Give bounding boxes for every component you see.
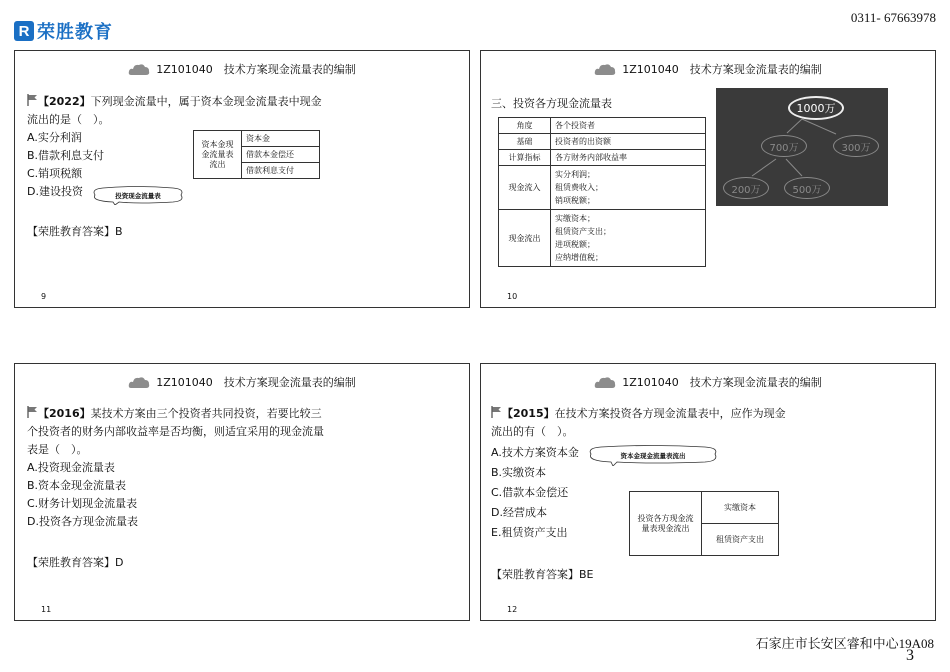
option: D.投资各方现金流量表 [27,515,138,528]
cloud-icon [128,375,150,389]
cashflow-table: 资本金现金流量表流出 资本金 借款本金偿还 借款利息支付 [193,130,320,179]
table-row: 现金流入 实分利润； 租赁费收入； 销项税额； [499,166,706,210]
option: C.财务计划现金流量表 [27,497,138,510]
option: B.借款利息支付 [27,149,105,162]
question: 【2022】下列现金流量中，属于资本金现金流量表中现金 流出的是（ ）。 A.实分利润 B.借款利息支付 C.销项税额 D.建设投资 [27,93,347,201]
question: 【2015】在技术方案投资各方现金流量表中，应作为现金 流出的有（ ）。 A.技术方案资本金 B.实缴资本 C.借款本金偿还 D.经营成本 E.租赁资产支出 [491,405,821,543]
flag-icon [27,406,38,418]
logo-mark-icon: R [14,21,34,41]
callout-bubble: 资本金现金流量表流出 [585,444,721,466]
tree-node: 200万 [723,177,769,199]
option: A.实分利润 [27,131,82,144]
table-row: 计算指标 各方财务内部收益率 [499,150,706,166]
tree-node: 700万 [761,135,807,157]
table-row: 现金流出 实缴资本； 租赁资产支出； 进项税额； 应纳增值税； [499,210,706,267]
option: D.经营成本 [491,506,547,519]
slide-number: 12 [507,605,518,614]
page-number: 3 [906,647,914,664]
option: A.技术方案资本金 [491,446,579,459]
slide-11 [14,363,470,621]
option: A.投资现金流量表 [27,461,115,474]
slide-number: 10 [507,292,518,301]
slide-title: 1Z101040 技术方案现金流量表的编制 [15,61,469,77]
option: C.销项税额 [27,167,83,180]
cloud-icon [594,375,616,389]
slide-9 [14,50,470,308]
option: E.租赁资产支出 [491,526,568,539]
tree-node: 300万 [833,135,879,157]
investor-cashflow-table [498,117,706,267]
option: B.资本金现金流量表 [27,479,127,492]
slide-number: 11 [41,605,52,614]
address: 石家庄市长安区睿和中心19A08 [755,636,934,651]
slide-title: 1Z101040 技术方案现金流量表的编制 [481,374,935,390]
callout-bubble: 投资现金流量表 [89,185,187,205]
answer: 【荣胜教育答案】B [27,225,123,238]
tree-node: 500万 [784,177,830,199]
slide-10 [480,50,936,308]
section-heading: 三、投资各方现金流量表 [491,97,612,110]
flag-icon [491,406,502,418]
option: D.建设投资 [27,185,83,198]
cashflow-table: 投资各方现金流量表现金流出 实缴资本 租赁资产支出 [629,491,779,556]
slide-title: 1Z101040 技术方案现金流量表的编制 [481,61,935,77]
tree-node-root: 1000万 [788,96,844,120]
question: 【2016】某技术方案由三个投资者共同投资，若要比较三 个投资者的财务内部收益率是否均衡，则适宜采用的现金流量 表是（ ）。 A.投资现金流量表 B.资本金现金流量表 C.财务计划现金流量表 D.投资各方现金流量表 [27,405,357,531]
cloud-icon [594,62,616,76]
flag-icon [27,94,38,106]
logo-text: 荣胜教育 [37,22,113,43]
table-row: 基础 投资者的出资额 [499,134,706,150]
investment-tree-diagram [716,88,888,206]
phone-number: 0311- 67663978 [850,10,936,25]
answer: 【荣胜教育答案】D [27,556,124,569]
slide-title: 1Z101040 技术方案现金流量表的编制 [15,374,469,390]
answer: 【荣胜教育答案】BE [491,568,594,581]
logo [14,18,113,44]
cloud-icon [128,62,150,76]
slide-number: 9 [41,292,47,301]
option: B.实缴资本 [491,466,547,479]
table-row: 角度 各个投资者 [499,118,706,134]
option: C.借款本金偿还 [491,486,569,499]
slide-12 [480,363,936,621]
